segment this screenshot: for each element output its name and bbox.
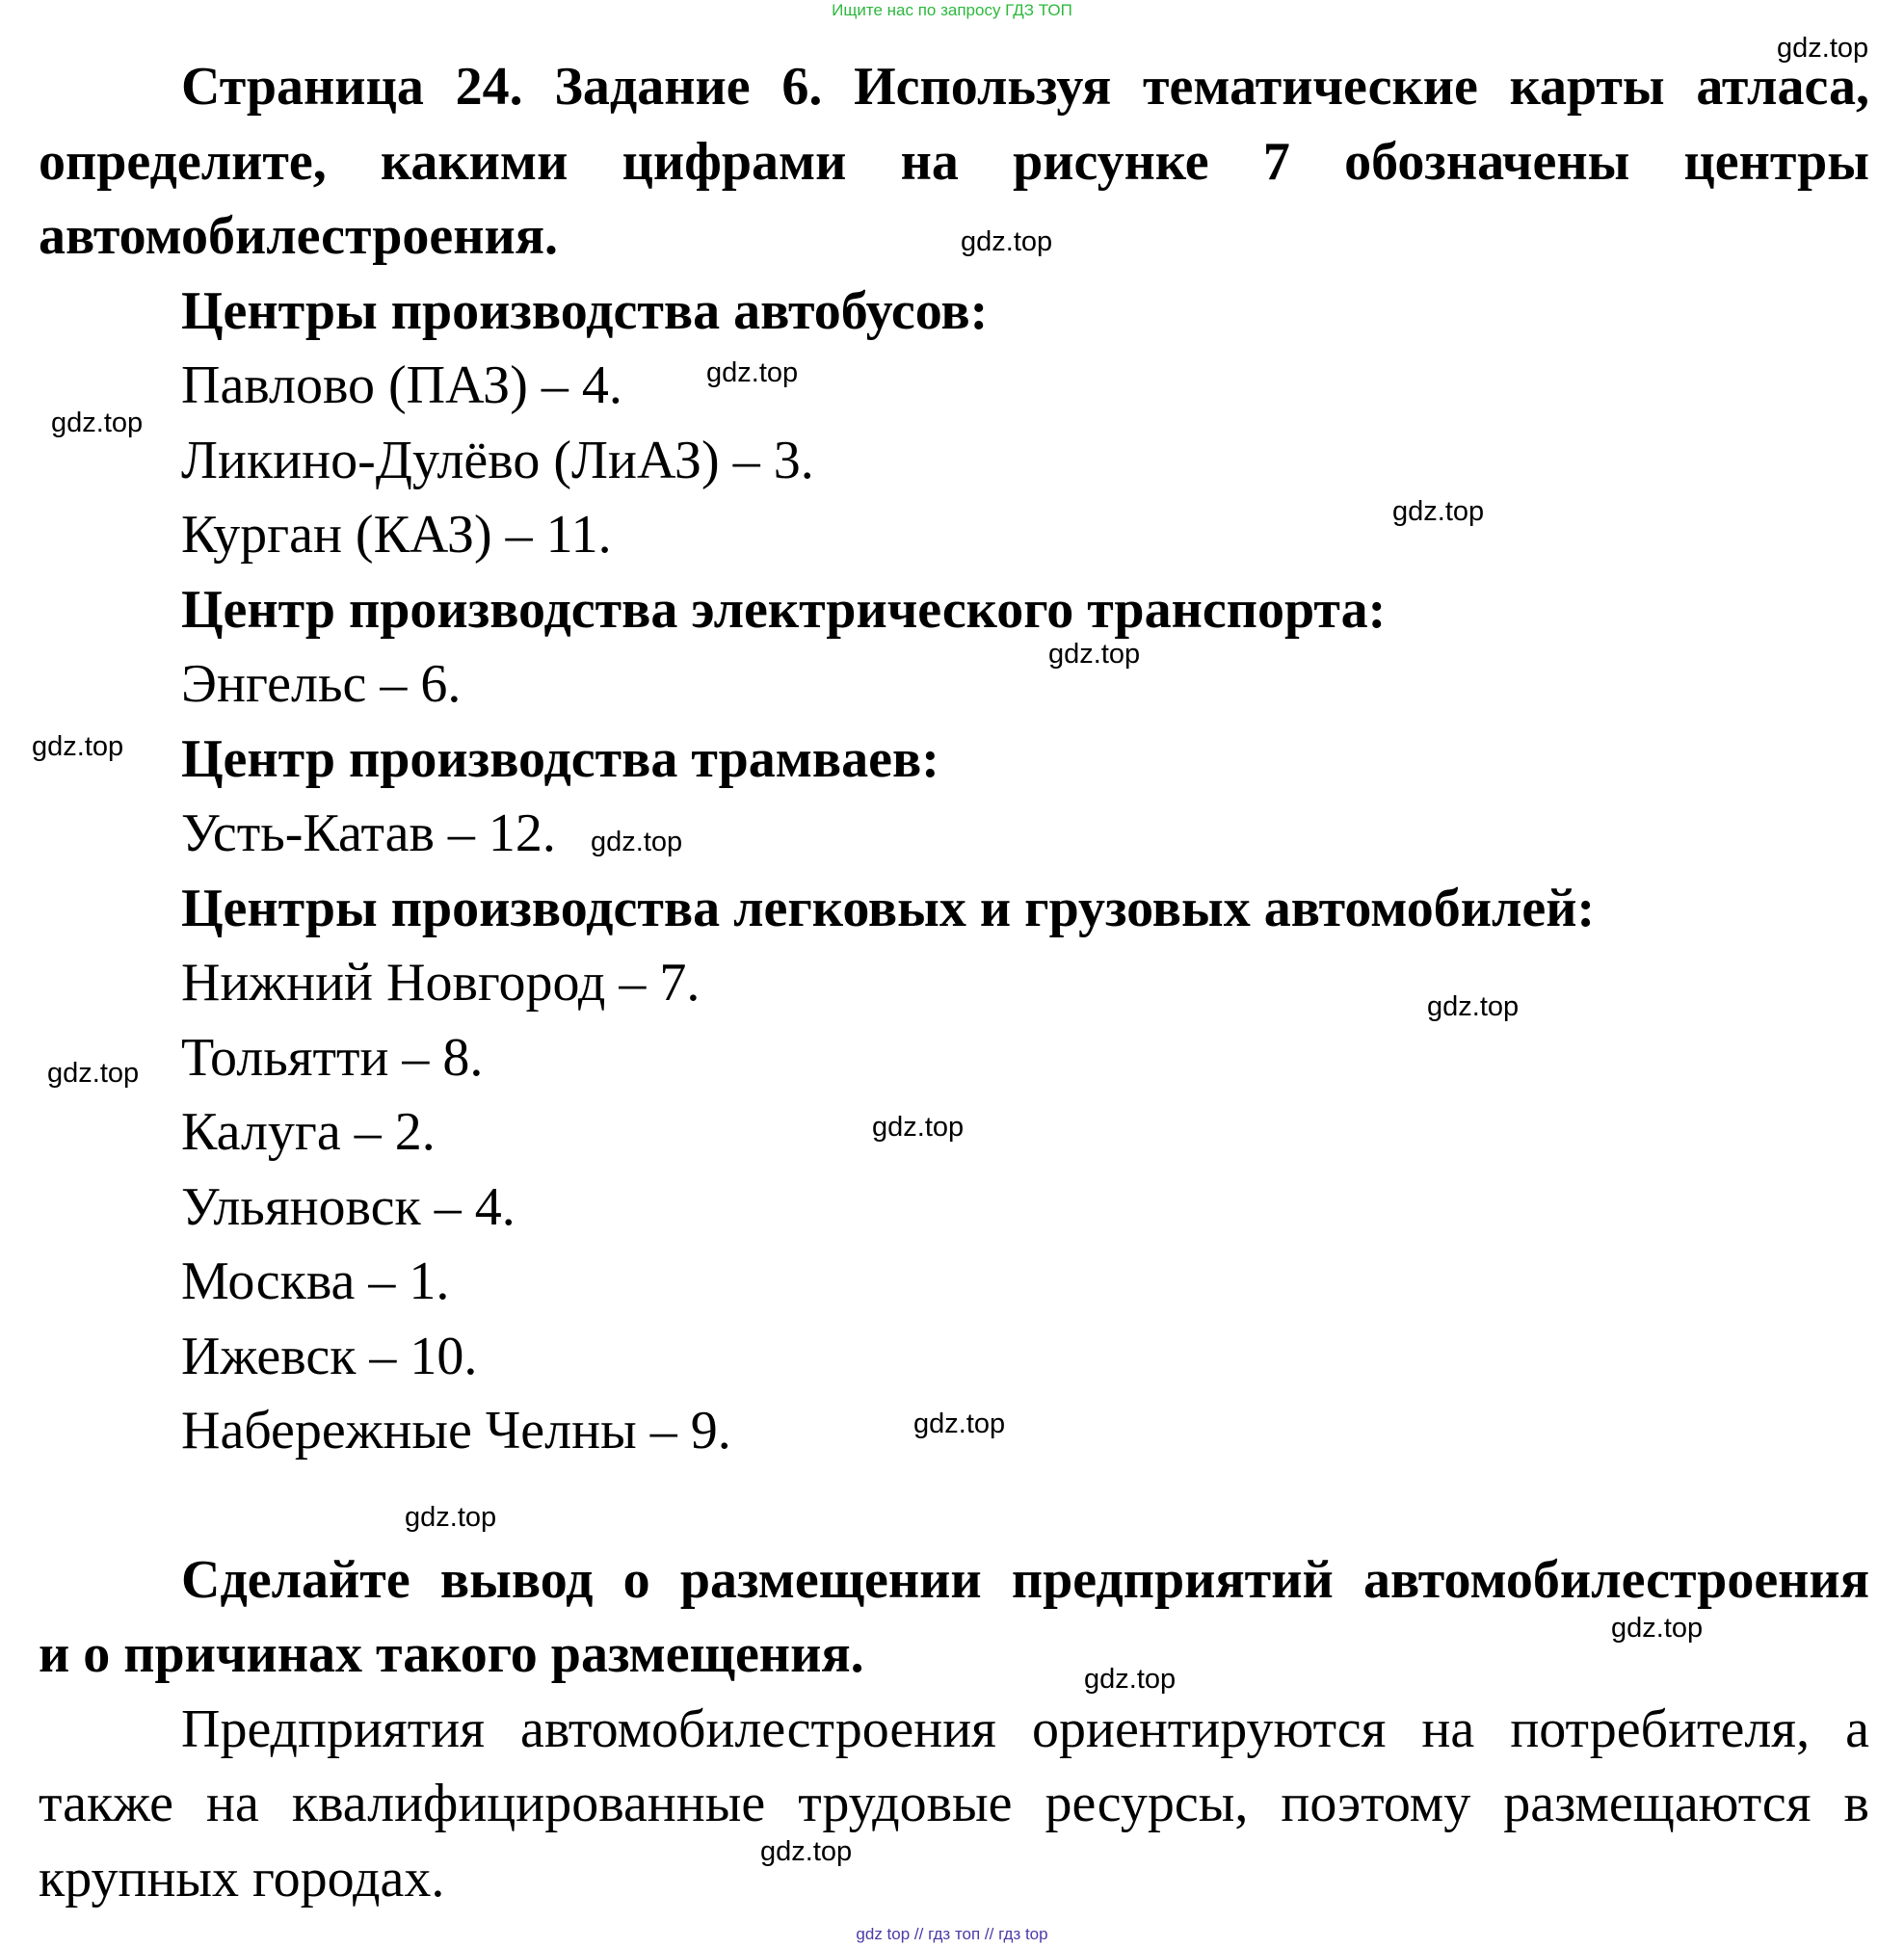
watermark: gdz.top <box>1611 1613 1704 1644</box>
task-title-line-2: определите, какими цифрами на рисунке 7 обозначены центры <box>39 131 1869 192</box>
watermark: gdz.top <box>405 1502 497 1533</box>
watermark: gdz.top <box>706 357 799 388</box>
list-item: Тольятти – 8. <box>181 1027 484 1088</box>
list-item: Ульяновск – 4. <box>181 1176 516 1237</box>
watermark: gdz.top <box>1084 1664 1177 1695</box>
list-item: Усть-Катав – 12. <box>181 803 556 863</box>
watermark: gdz.top <box>760 1836 853 1867</box>
task-title-line-1: Страница 24. Задание 6. Используя тематические карты атласа, <box>181 57 1869 117</box>
conclusion-answer-line-2: также на квалифицированные трудовые ресурсы, поэтому размещаются в <box>39 1774 1869 1833</box>
watermark: gdz.top <box>51 408 144 438</box>
watermark: gdz.top <box>913 1408 1006 1439</box>
bottom-banner[interactable]: gdz top // гдз топ // гдз top <box>856 1925 1048 1943</box>
watermark: gdz.top <box>1777 33 1869 64</box>
watermark: gdz.top <box>872 1112 965 1143</box>
section-gap <box>39 1469 1869 1543</box>
document-content <box>39 50 1869 1916</box>
watermark: gdz.top <box>1392 496 1485 527</box>
list-item: Нижний Новгород – 7. <box>181 953 701 1013</box>
conclusion-question-line-2: и о причинах такого размещения. <box>39 1624 864 1684</box>
list-item: Павлово (ПАЗ) – 4. <box>181 355 622 415</box>
electric-heading: Центр производства электрического транспорта: <box>181 579 1387 640</box>
watermark: gdz.top <box>591 827 683 857</box>
top-banner[interactable]: Ищите нас по запросу ГДЗ ТОП <box>832 1 1072 19</box>
list-item: Набережные Челны – 9. <box>181 1401 731 1461</box>
list-item: Энгельс – 6. <box>181 654 462 714</box>
watermark: gdz.top <box>961 226 1053 257</box>
watermark: gdz.top <box>1427 991 1520 1022</box>
conclusion-answer-line-3: крупных городах. <box>39 1848 445 1909</box>
trams-heading: Центр производства трамваев: <box>181 728 939 789</box>
list-item: Ижевск – 10. <box>181 1326 478 1386</box>
list-item: Москва – 1. <box>181 1251 450 1311</box>
conclusion-answer-line-1: Предприятия автомобилестроения ориентируются на потребителя, а <box>181 1698 1869 1759</box>
list-item: Курган (КАЗ) – 11. <box>181 505 612 565</box>
watermark: gdz.top <box>47 1058 140 1089</box>
watermark: gdz.top <box>1048 639 1141 670</box>
list-item: Калуга – 2. <box>181 1102 436 1162</box>
buses-heading: Центры производства автобусов: <box>181 280 989 341</box>
cars-heading: Центры производства легковых и грузовых автомобилей: <box>181 878 1596 938</box>
task-title-line-3: автомобилестроения. <box>39 206 559 266</box>
watermark: gdz.top <box>32 731 124 762</box>
conclusion-question-line-1: Сделайте вывод о размещении предприятий автомобилестроения <box>181 1549 1869 1610</box>
list-item: Ликино-Дулёво (ЛиАЗ) – 3. <box>181 430 814 490</box>
